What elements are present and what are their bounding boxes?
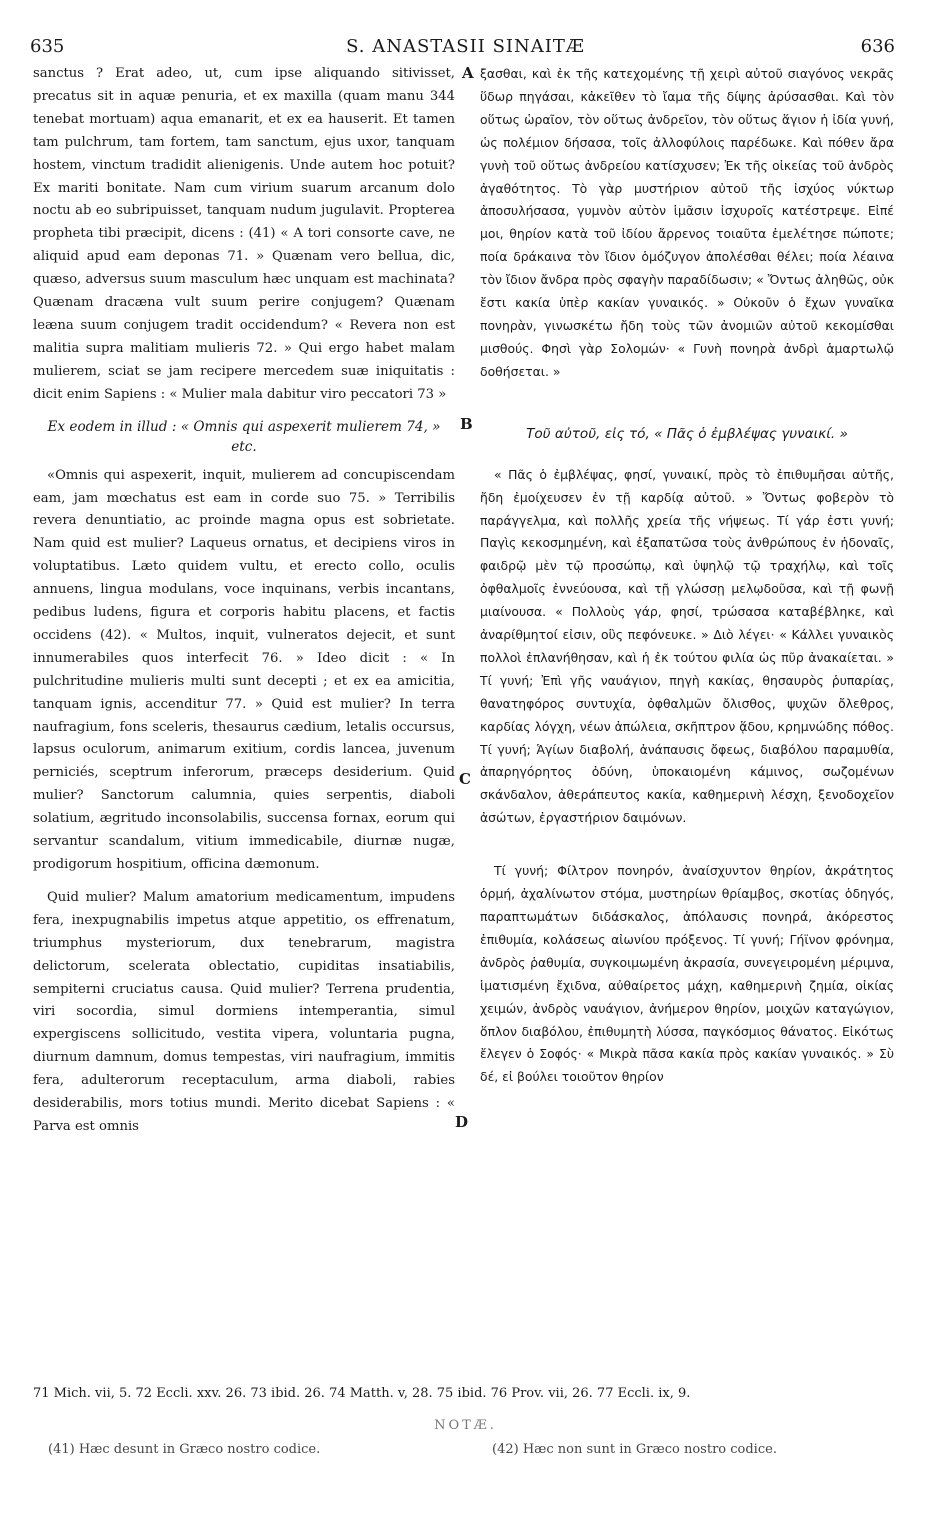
- right-page-number: 636: [860, 36, 895, 57]
- note-42: (42) Hæc non sunt in Græco nostro codice.: [492, 1442, 777, 1457]
- margin-mark-a: A: [462, 64, 474, 82]
- greek-paragraph-1: ξασθαι, καὶ ἐκ τῆς κατεχομένης τῇ χειρὶ αὐτοῦ σιαγόνος νεκρᾶς ὕδωρ πηγάσαι, κἀκεῖθεν τὸ ἴαμα τῆς δίψης ἀρύσασθαι. Καὶ τὸν οὕτως ὡραῖον, τὸν οὕτως ἀνδρεῖον, τὸν οὕτως ἅγιον ἡ ἰδία γυνή, ὡς πολέμιον δήσασα, τοῖς ἀλλοφύλοις παρέδωκε. Καὶ πόθεν ἄρα γυνὴ τοῦ οὕτως ἀνδρείου κατίσχυσεν; Ἐκ τῆς οἰκείας τοῦ ἀνδρὸς ἀγαθότητος. Τὸ γὰρ μυστήριον αὐτοῦ τῆς ἰσχύος νύκτωρ ἀποσυλήσασα, γυμνὸν αὐτὸν ἱμᾶσιν ἰσχυροῖς κατέστρεψε. Εἰπέ μοι, θηρίον κατὰ τοῦ ἰδίου ἄρρενος τοιαῦτα ἐμελέτησε πώποτε; ποία δράκαινα τὸν ἴδιον ὁμόζυγον ἀπολέσθαι θέλει; ποία λέαινα τὸν ἴδιον ἄνδρα πρὸς σφαγὴν παραδίδωσιν; « Ὄντως ἀληθῶς, οὐκ ἔστι κακία ὑπὲρ κακίαν γυναικός. » Οὐκοῦν ὁ ἔχων γυναῖκα πονηρὰν, γινωσκέτω ἤδη τοὺς τῶν ἀνομιῶν αὐτοῦ κεκομίσθαι μισθούς. Φησὶ γὰρ Σολομών· « Γυνὴ πονηρὰ ἀνδρὶ ἁμαρτωλῷ δοθήσεται. »: [480, 66, 894, 379]
- greek-section-heading: Τοῦ αὐτοῦ, εἰς τό, « Πᾶς ὁ ἐμβλέψας γυναικί. »: [526, 425, 848, 442]
- margin-mark-d: D: [455, 1113, 469, 1131]
- latin-paragraph-3: Quid mulier? Malum amatorium medicamentum, impudens fera, inexpugnabilis impetus atque appetitio, os effrenatum, triumphus mysteriorum, dux tenebrarum, magistra delictorum, scelerata oblectatio, cupiditas insatiabilis, sempiterni cruciatus causa. Quid mulier? Terrena prudentia, viri socordia, simul dormiens intemperantia, simul expergiscens sollicitudo, vestita vipera, voluntaria pugna, diurnum damnum, domus tempestas, viri naufragium, immitis fera, adulterorum receptaculum, arma diaboli, rabies desiderabilis, mors totius mundi. Merito dicebat Sapiens : « Parva est omnis: [33, 889, 455, 1134]
- running-title: S. ANASTASII SINAITÆ: [346, 36, 585, 57]
- note-41: (41) Hæc desunt in Græco nostro codice.: [48, 1442, 321, 1457]
- margin-mark-c: C: [459, 770, 471, 788]
- left-page-number: 635: [30, 36, 65, 57]
- footnote-references: 71 Mich. vii, 5. 72 Eccli. xxv. 26. 73 ibid. 26. 74 Matth. v, 28. 75 ibid. 76 Prov. vii, 26. 77 Eccli. ix, 9.: [33, 1386, 691, 1401]
- latin-paragraph-2: «Omnis qui aspexerit, inquit, mulierem ad concupiscendam eam, jam mœchatus est eam in corde suo 75. » Terribilis revera denuntiatio, ac proinde magna opus est sobrietate. Nam quid est mulier? Laqueus ornatus, et decipiens viros in voluptatibus. Læto quidem vultu, et erecto collo, oculis annuens, lingua modulans, voce inquinans, verbis incantans, pedibus ludens, figura et corporis habitu placens, et factis occidens (42). « Multos, inquit, vulneratos dejecit, et sunt innumerabiles quos interfecit 76. » Ideo dicit : « In pulchritudine mulieris multi sunt decepti ; et ex ea amicitia, tanquam ignis, accenditur 77. » Quid est mulier? In terra naufragium, fons sceleris, thesaurus cædium, letalis occursus, lapsus oculorum, animarum exitium, cordis lancea, juvenum perniciés, sceptrum inferorum, præceps desiderium. Quid mulier? Sanctorum calumnia, quies serpentis, diaboli solatium, ægritudo inconsolabilis, succensa fornax, eorum qui servantur scandalum, vitium immedicabile, diurnæ nugæ, prodigorum hospitium, officina dæmonum.: [33, 467, 455, 872]
- latin-paragraph-1: sanctus ? Erat adeo, ut, cum ipse aliquando sitivisset, precatus sit in aquæ penuria, et ex maxilla (quam manu 344 tenebat mortuam) aqua emanarit, et ex ea hauserit. Et tamen tam pulchrum, tam fortem, tam sanctum, ejus uxor, tanquam hostem, vinctum tradidit alienigenis. Unde autem hoc potuit? Ex mariti bonitate. Nam cum virium suarum arcanum dolo noctu ab eo subripuisset, tanquam nudum jugulavit. Propterea propheta tibi præcipit, dicens : (41) « A tori consorte cave, ne aliquid apud eam deponas 71. » Quænam vero bellua, dic, quæso, adversus suum masculum hæc unquam est machinata? Quænam dracæna vult suum perire conjugem? Quænam leæna suum conjugem tradit occidendum? « Revera non est malitia supra malitiam mulieris 72. » Qui ergo habet malam mulierem, sciat se jam recipere mercedem suæ iniquitatis : dicit enim Sapiens : « Mulier mala dabitur viro peccatori 73 »: [33, 66, 455, 402]
- greek-paragraph-3: Τί γυνή; Φίλτρον πονηρόν, ἀναίσχυντον θηρίον, ἀκράτητος ὁρμή, ἀχαλίνωτον στόμα, μυστηρίων θρίαμβος, σκοτίας ὁδηγός, παραπτωμάτων διδάσκαλος, ἀπόλαυσις πονηρά, ἀκόρεστος ἐπιθυμία, κολάσεως αἰωνίου πρόξενος. Τί γυνή; Γήϊνον φρόνημα, ἀνδρὸς ῥαθυμία, συγκοιμωμένη ἀκρασία, συνεγειρομένη μέριμνα, ἱματισμένη ἔχιδνα, αὐθαίρετος μάχη, καθημερινὴ ζημία, οἰκίας χειμών, ἀνδρὸς ναυάγιον, ἀνήμερον θηρίον, μοιχῶν καταγώγιον, ὅπλον διαβόλου, ἐπιθυμητὴ λύσσα, παγκόσμιος θάνατος. Εἰκότως ἔλεγεν ὁ Σοφός· « Μικρὰ πᾶσα κακία πρὸς κακίαν γυναικός. » Σὺ δέ, εἰ βούλει τοιοῦτον θηρίον: [480, 863, 894, 1085]
- margin-mark-b: B: [460, 415, 473, 433]
- notes-title: NOTÆ.: [434, 1418, 497, 1433]
- greek-paragraph-2: « Πᾶς ὁ ἐμβλέψας, φησί, γυναικί, πρὸς τὸ ἐπιθυμῆσαι αὐτῆς, ἤδη ἐμοίχευσεν ἐν τῇ καρδίᾳ αὐτοῦ. » Ὄντως φοβερὸν τὸ παράγγελμα, καὶ πολλῆς χρεία τῆς νήψεως. Τί γάρ ἐστι γυνή; Παγὶς κεκοσμημένη, καὶ ἐξαπατῶσα τοὺς ἀνθρώπους ἐν ἡδοναῖς, φαιδρῷ μὲν τῷ προσώπῳ, καὶ ὑψηλῷ τῷ τραχήλῳ, καὶ τοῖς ὀφθαλμοῖς ἐννεύουσα, καὶ τῇ γλώσσῃ μελῳδοῦσα, καὶ τῇ φωνῇ μιαίνουσα. « Πολλοὺς γάρ, φησί, τρώσασα καταβέβληκε, καὶ ἀναρίθμητοί εἰσιν, οὓς πεφόνευκε. » Διὸ λέγει· « Κάλλει γυναικὸς πολλοὶ ἐπλανήθησαν, καὶ ἡ ἐκ τούτου φιλία ὡς πῦρ ἀνακαίεται. » Τί γυνή; Ἐπὶ γῆς ναυάγιον, πηγὴ κακίας, θησαυρὸς ῥυπαρίας, θανατηφόρος συντυχία, ὀφθαλμῶν ὄλισθος, ψυχῶν ὄλεθρος, καρδίας λόγχη, νέων ἀπώλεια, σκῆπτρον ᾅδου, κρημνώδης πόθος. Τί γυνή; Ἁγίων διαβολή, ἀνάπαυσις ὄφεως, διαβόλου παραμυθία, ἀπαρηγόρητος ὀδύνη, ὑποκαιομένη κάμινος, σωζομένων σκάνδαλον, ἀθεράπευτος κακία, καθημερινὴ λέσχη, ξενοδοχεῖον ἀσώτων, ἐργαστήριον δαιμόνων.: [480, 466, 894, 826]
- page-header: [0, 0, 931, 60]
- latin-section-heading: Ex eodem in illud : « Omnis qui aspexerit mulierem 74, » etc.: [47, 418, 441, 455]
- latin-column: [33, 63, 455, 1139]
- greek-column: [480, 63, 894, 1089]
